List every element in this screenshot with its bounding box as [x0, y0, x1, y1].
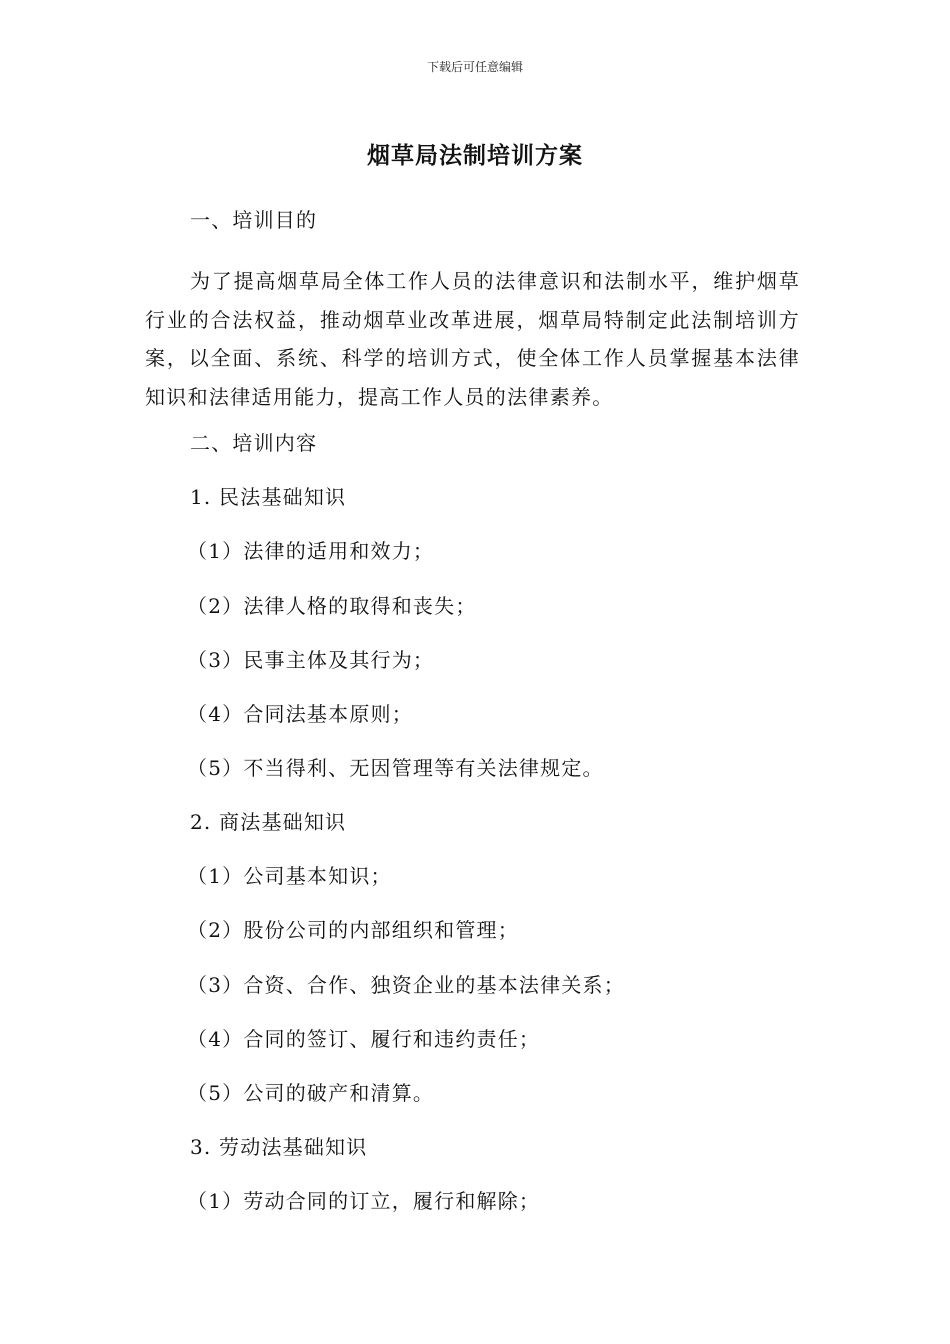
list-item: （1）法律的适用和效力； — [187, 539, 435, 563]
list-item: （5）不当得利、无因管理等有关法律规定。 — [187, 756, 604, 780]
header-note: 下载后可任意编辑 — [426, 60, 523, 74]
topic-title-labor-law: 3. 劳动法基础知识 — [190, 1135, 368, 1159]
list-item: （2）股份公司的内部组织和管理； — [187, 918, 519, 942]
document-title: 烟草局法制培训方案 — [367, 143, 583, 169]
section-heading-content: 二、培训内容 — [190, 431, 318, 455]
purpose-paragraph: 为了提高烟草局全体工作人员的法律意识和法制水平，维护烟草行业的合法权益，推动烟草业改革进展，烟草局特制定此法制培训方案，以全面、系统、科学的培训方式，使全体工作人员掌握基本法律知识和法律适用能力，提高工作人员的法律素养。 — [145, 269, 800, 409]
topic-title-commercial-law: 2. 商法基础知识 — [190, 810, 347, 834]
list-item: （4）合同法基本原则； — [187, 702, 413, 726]
list-item: （3）合资、合作、独资企业的基本法律关系； — [187, 973, 625, 997]
list-item: （4）合同的签订、履行和违约责任； — [187, 1027, 541, 1051]
topic-title-civil-law: 1. 民法基础知识 — [190, 485, 347, 509]
list-item: （2）法律人格的取得和丧失； — [187, 594, 477, 618]
list-item: （5）公司的破产和清算。 — [187, 1081, 435, 1105]
section-heading-purpose: 一、培训目的 — [190, 208, 318, 232]
list-item: （3）民事主体及其行为； — [187, 648, 435, 672]
list-item: （1）公司基本知识； — [187, 864, 392, 888]
list-item: （1）劳动合同的订立，履行和解除； — [187, 1189, 541, 1213]
